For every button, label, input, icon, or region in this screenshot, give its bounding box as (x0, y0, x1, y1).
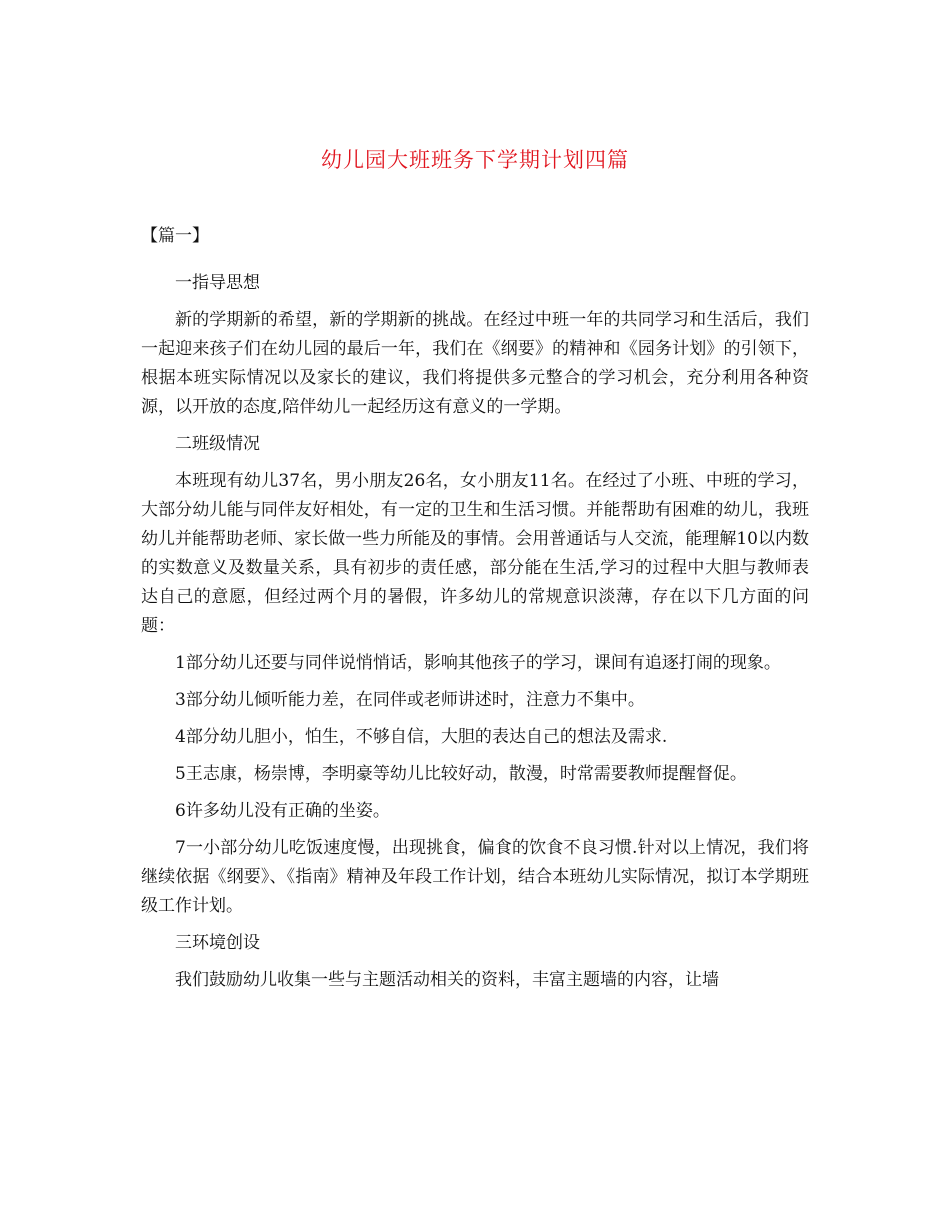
paragraph-class-situation: 本班现有幼儿37名，男小朋友26名，女小朋友11名。在经过了小班、中班的学习，大部分幼儿能与同伴友好相处，有一定的卫生和生活习惯。并能帮助有困难的幼儿，我班幼儿并能帮助老师、家长做一些力所能及的事情。会用普通话与人交流，能理解10以内数的实数意义及数量关系，具有初步的责任感，部分能在生活,学习的过程中大胆与教师表达自己的意愿，但经过两个月的暑假，许多幼儿的常规意识淡薄，存在以下几方面的问题： (141, 471, 809, 636)
section-heading-class-situation: 二班级情况 (175, 434, 260, 454)
list-item-problem-3: 3部分幼儿倾听能力差，在同伴或老师讲述时，注意力不集中。 (175, 690, 645, 710)
list-item-problem-4: 4部分幼儿胆小，怕生，不够自信，大胆的表达自己的想法及需求. (175, 727, 668, 747)
list-item-problem-5: 5王志康，杨崇博，李明豪等幼儿比较好动，散漫，时常需要教师提醒督促。 (175, 764, 747, 784)
list-item-problem-6: 6许多幼儿没有正确的坐姿。 (175, 801, 390, 821)
document-title: 幼儿园大班班务下学期计划四篇 (321, 148, 629, 172)
document-body (141, 222, 809, 1003)
list-item-problem-1: 1部分幼儿还要与同伴说悄悄话，影响其他孩子的学习，课间有追逐打闹的现象。 (175, 653, 781, 673)
paragraph-environment: 我们鼓励幼儿收集一些与主题活动相关的资料，丰富主题墙的内容，让墙 (175, 970, 719, 990)
section-label: 【篇一】 (141, 226, 209, 246)
paragraph-guiding-thought: 新的学期新的希望，新的学期新的挑战。在经过中班一年的共同学习和生活后，我们一起迎来孩子们在幼儿园的最后一年，我们在《纲要》的精神和《园务计划》的引领下，根据本班实际情况以及家长的建议，我们将提供多元整合的学习机会，充分利用各种资源，以开放的态度,陪伴幼儿一起经历这有意义的一学期。 (141, 310, 809, 417)
section-heading-environment: 三环境创设 (175, 933, 260, 953)
section-heading-guiding-thought: 一指导思想 (175, 273, 260, 293)
list-item-problem-7: 7一小部分幼儿吃饭速度慢，出现挑食，偏食的饮食不良习惯.针对以上情况，我们将继续依据《纲要》、《指南》精神及年段工作计划，结合本班幼儿实际情况，拟订本学期班级工作计划。 (141, 838, 809, 916)
